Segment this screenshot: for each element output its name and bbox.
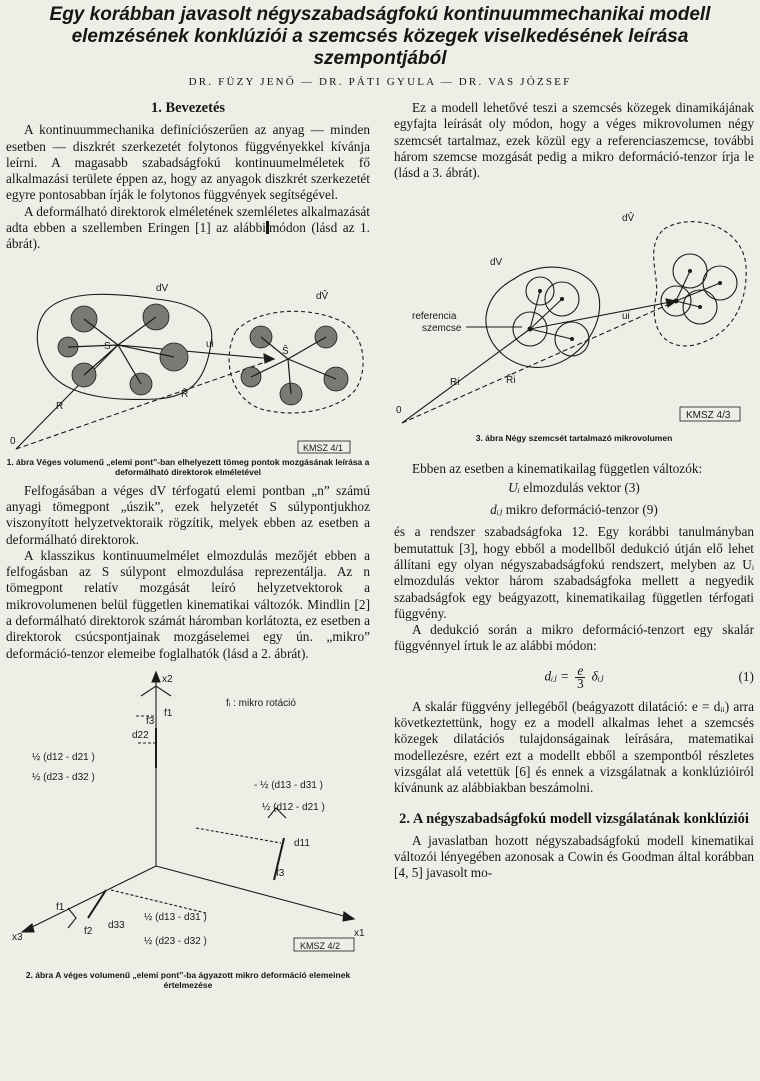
figure-3-caption: 3. ábra Négy szemcsét tartalmazó mikrovolumen — [475, 433, 673, 444]
fig2-legend: fᵢ : mikro rotáció — [226, 697, 296, 709]
fig2-f1-left: f1 — [56, 901, 65, 913]
fig3-label-ri-hat: R̂i — [506, 375, 516, 387]
equation-1-rhs: δᵢⱼ — [591, 668, 604, 684]
fig1-label-r: R — [56, 400, 64, 412]
fig1-label-dv: dV — [156, 282, 169, 294]
fig3-label-origin: 0 — [396, 405, 402, 417]
figure-1-drawing — [6, 259, 370, 455]
fig2-d11: d11 — [294, 837, 310, 849]
fig3-label-ref-1: referencia — [412, 311, 457, 323]
fig3-label-dv: dV — [490, 257, 503, 269]
fig1-label-r-hat: R̂ — [181, 388, 189, 400]
left-paragraph-4: A klasszikus kontinuumelmélet elmozdulás mezőjét ebben a felfogásban az S súlypont elmozdulása reprezentálja. Az n tömegpont relatív mozgását leíró helyzetvektorok a mikrovolumenen belül független kinematikai változók. Mindlin [2] a deformálható direktorok számát háromban korlátozta, ez esetben a direktorok csúcspontjainak mozgáselemei egy ún. „mikro” deformáció-tenzor elemeibe foglalhatók (lásd a 2. ábrát). — [6, 547, 370, 661]
fig3-label-dv-hat: dV̂ — [622, 213, 635, 225]
fig2-d22: d22 — [132, 729, 149, 741]
fig2-f2: f2 — [84, 925, 93, 937]
right-paragraph-1: Ez a modell lehetővé teszi a szemcsés közegek dinamikájának egyfajta leírását oly módon, hogy a véges mikrovolumen négy szemcsét tartalmaz, ezek közül egy a referenciaszemcse, további három szemcse mozgását pedig a mikro deformáció-tenzor írja le (lásd a 3. ábrát). — [394, 100, 754, 181]
title-line-2: elemzésének konklúziói a szemcsés közegek viselkedésének leírása — [71, 26, 689, 47]
left-paragraph-2 — [6, 204, 370, 253]
right-paragraph-5: A skalár függvény jellegéből (beágyazott dilatáció: e = dᵢᵢ) arra következtettünk, hogy ez a modell alkalmas lehet a szemcsés közegek dilatációs tulajdonságainak leírására, matematikai modellezésre, ezért ezt a modellt ebből a szempontból részletes vizsgálat alá vetettük [6] és ennek a vizsgálatnak a konklúzióiról kívánunk az alábbiakban beszámolni. — [394, 698, 754, 796]
figure-2-drawing — [6, 668, 370, 968]
fig2-axis-x2: x2 — [162, 673, 173, 685]
figure-1 — [6, 259, 370, 455]
eq2-symbol: dᵢⱼ — [490, 502, 503, 518]
fig2-axis-x3: x3 — [12, 931, 23, 943]
equation-1-number: (1) — [738, 668, 754, 684]
equation-1-fraction — [575, 662, 585, 691]
left-paragraph-1: A kontinuummechanika definíciószerűen az anyag — minden esetben — diszkrét szerkezetét folytonos függvényekkel kívánja leírni. A magasabb szabadságfokú kontinuumelméletek fő alkalmazási területe éppen az, hogy az anyagok diszkrét szerkezetét egyre pontosabban írják le folytonos függvények segítségével. — [6, 122, 370, 203]
fig2-label-2: ½ (d23 - d32 ) — [32, 771, 95, 783]
eq2-text: mikro deformáció-tenzor (9) — [505, 502, 658, 518]
fig1-label-s: S — [104, 340, 111, 352]
fig2-label-5: ½ (d13 - d31 ) — [144, 911, 207, 923]
left-paragraph-3: Felfogásában a véges dV térfogatú elemi pontban „n” számú anyagi tömegpont „úszik”, ezek helyzetét S súlypontjukhoz viszonyított helyzetvektoraik rögzítik, melyek ebben az esetben a deformálható direktorok. — [6, 482, 370, 547]
article-title — [0, 4, 760, 70]
fig2-axis-x1: x1 — [354, 927, 365, 939]
variable-displacement — [394, 480, 754, 496]
left-paragraph-2b: módon (lásd az 1. ábrát). — [6, 220, 370, 252]
left-paragraph-2a: A deformálható direktorok elméletének szemléletes alkalmazását adta ebben a szellemben Eringen [1] az alábbi — [6, 203, 370, 236]
fig3-label-ui: ui — [622, 311, 630, 323]
right-paragraph-2: Ebben az esetben a kinematikailag független változók: — [412, 461, 703, 477]
figure-3 — [394, 187, 754, 431]
figure-2-caption: 2. ábra A véges volumenű „elemi pont”-ba ágyazott mikro deformáció elemeinek értelmezése — [25, 969, 351, 990]
figure-2 — [6, 668, 370, 968]
fig2-stamp: KMSZ 4/2 — [300, 940, 341, 951]
section-1-heading: 1. Bevezetés — [150, 100, 226, 116]
fig3-label-ref-2: szemcse — [422, 323, 462, 335]
fig1-stamp: KMSZ 4/1 — [303, 442, 344, 453]
fig2-d33: d33 — [108, 919, 125, 931]
fig1-label-ui: ui — [206, 338, 214, 350]
right-paragraph-6: A javaslatban hozott négyszabadságfokú modell kinematikai változói lényegében azonosak a Cowin és Goodman által korábban [4, 5] javasolt mo- — [394, 832, 754, 881]
fig2-f3-right: f3 — [276, 867, 285, 879]
equation-1-numerator: e — [577, 662, 584, 678]
right-paragraph-4: A dedukció során a mikro deformáció-tenzort egy skalár függvénnyel írtuk le az alábbi módon: — [394, 622, 754, 654]
right-column — [394, 94, 754, 882]
fig1-label-dv-hat: dV̂ — [316, 290, 329, 302]
title-line-1: Egy korábban javasolt négyszabadságfokú kontinuummechanikai modell — [49, 4, 711, 25]
fig2-label-1: ½ (d12 - d21 ) — [32, 751, 95, 763]
eq1-symbol: Uᵢ — [508, 479, 520, 495]
fig2-f1-top: f1 — [164, 707, 173, 719]
title-line-3: szempontjából — [313, 48, 447, 69]
fig3-label-ri: Ri — [450, 377, 460, 389]
right-paragraph-3: és a rendszer szabadságfoka 12. Egy korábbi tanulmányban bemutattuk [3], hogy ebből a modellből dedukció útján elő lehet állítani egy olyan négyszabadságfokú rendszert, melyben az Uᵢ elmozdulás vektor három szabadságfoka mellett a negyedik szabadságfok egy beágyazott, kinematikailag független térfogati függvény. — [394, 524, 754, 621]
fig2-label-4: ½ (d12 - d21 ) — [262, 801, 325, 813]
figure-3-drawing — [394, 187, 754, 431]
fig1-label-origin: 0 — [10, 435, 16, 447]
eq1-text: elmozdulás vektor (3) — [523, 479, 640, 495]
left-column — [6, 94, 370, 996]
authors: DR. FÜZY JENŐ — DR. PÁTI GYULA — DR. VAS JÓZSEF — [188, 76, 572, 88]
variable-micro-deformation — [394, 502, 754, 518]
equation-1-denominator: 3 — [577, 675, 584, 691]
equation-1-lhs: dᵢⱼ = — [544, 668, 570, 684]
fig2-label-3: - ½ (d13 - d31 ) — [254, 779, 323, 791]
fig3-stamp: KMSZ 4/3 — [686, 410, 731, 422]
fig1-label-s-hat: Ŝ — [282, 345, 289, 357]
fig2-label-6: ½ (d23 - d32 ) — [144, 935, 207, 947]
section-2-heading: 2. A négyszabadságfokú modell vizsgálatának konklúziói — [399, 810, 749, 827]
fig2-f3: f3 — [146, 715, 155, 727]
figure-1-caption: 1. ábra Véges volumenű „elemi pont”-ban elhelyezett tömeg pontok mozgásának leírása a deformálható direktorok elméletével — [6, 456, 370, 477]
equation-1 — [394, 663, 754, 691]
